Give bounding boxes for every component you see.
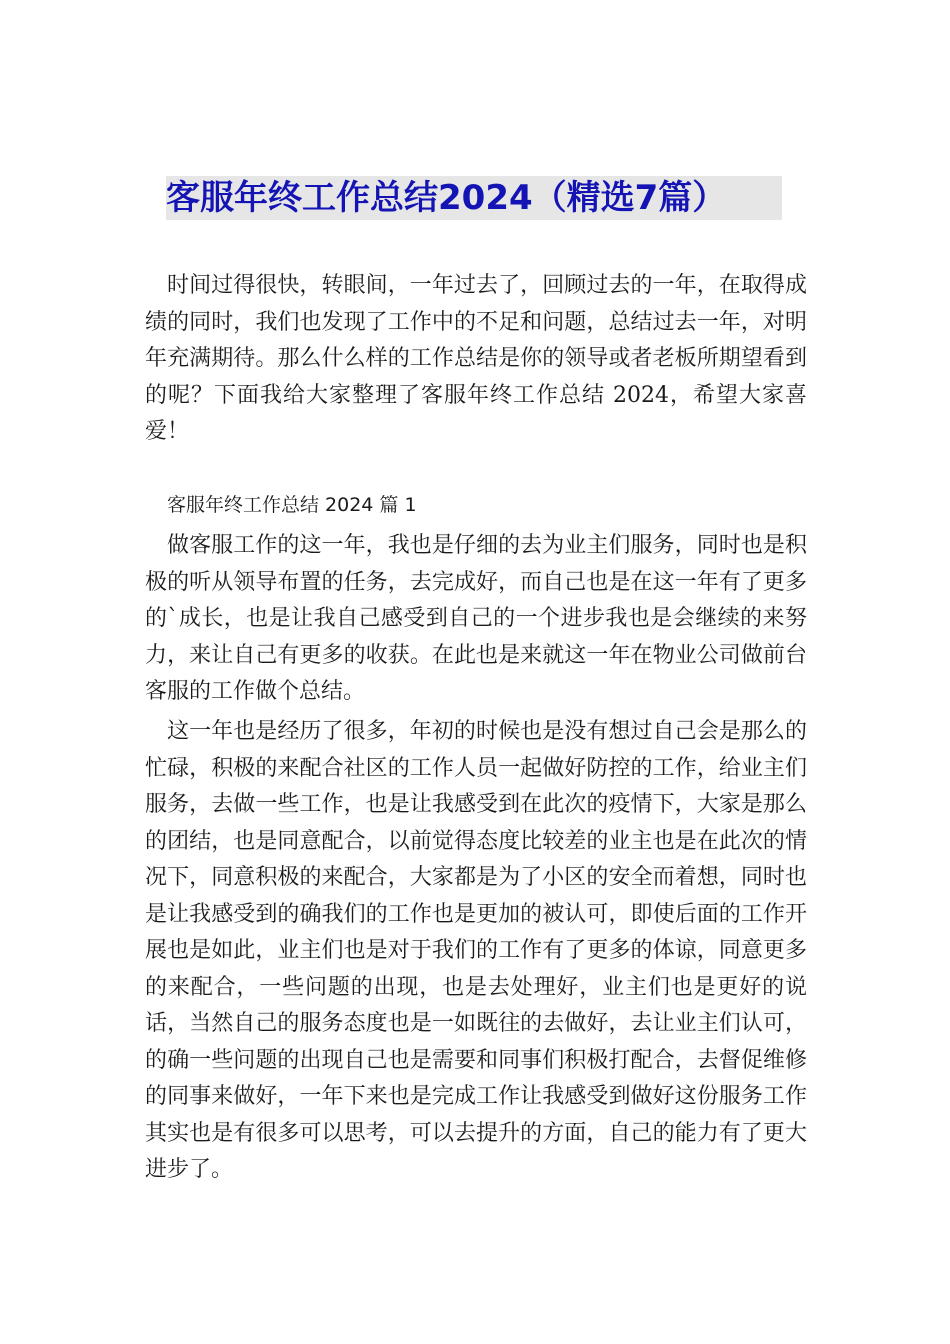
document-title: 客服年终工作总结2024（精选7篇）	[166, 178, 727, 218]
body-paragraph-1: 做客服工作的这一年，我也是仔细的去为业主们服务，同时也是积极的听从领导布置的任务，去完成好，而自己也是在这一年有了更多的`成长，也是让我自己感受到自己的一个进步我也是会继续的来努力，来让自己有更多的收获。在此也是来就这一年在物业公司做前台客服的工作做个总结。	[145, 533, 807, 704]
title-highlight	[166, 176, 782, 220]
body-paragraph-2: 这一年也是经历了很多，年初的时候也是没有想过自己会是那么的忙碌，积极的来配合社区的工作人员一起做好防控的工作，给业主们服务，去做一些工作，也是让我感受到在此次的疫情下，大家是那么的团结，也是同意配合，以前觉得态度比较差的业主也是在此次的情况下，同意积极的来配合，大家都是为了小区的安全而着想，同时也是让我感受到的确我们的工作也是更加的被认可，即使后面的工作开展也是如此，业主们也是对于我们的工作有了更多的体谅，同意更多的来配合，一些问题的出现，也是去处理好，业主们也是更好的说话，当然自己的服务态度也是一如既往的去做好，去让业主们认可，的确一些问题的出现自己也是需要和同事们积极打配合，去督促维修的同事来做好，一年下来也是完成工作让我感受到做好这份服务工作其实也是有很多可以思考，可以去提升的方面，自己的能力有了更大进步了。	[145, 719, 807, 1182]
section-heading: 客服年终工作总结 2024 篇 1	[167, 494, 417, 516]
intro-paragraph: 时间过得很快，转眼间，一年过去了，回顾过去的一年，在取得成绩的同时，我们也发现了工作中的不足和问题，总结过去一年，对明年充满期待。那么什么样的工作总结是你的领导或者老板所期望看到的呢？下面我给大家整理了客服年终工作总结 2024，希望大家喜爱！	[145, 273, 807, 444]
